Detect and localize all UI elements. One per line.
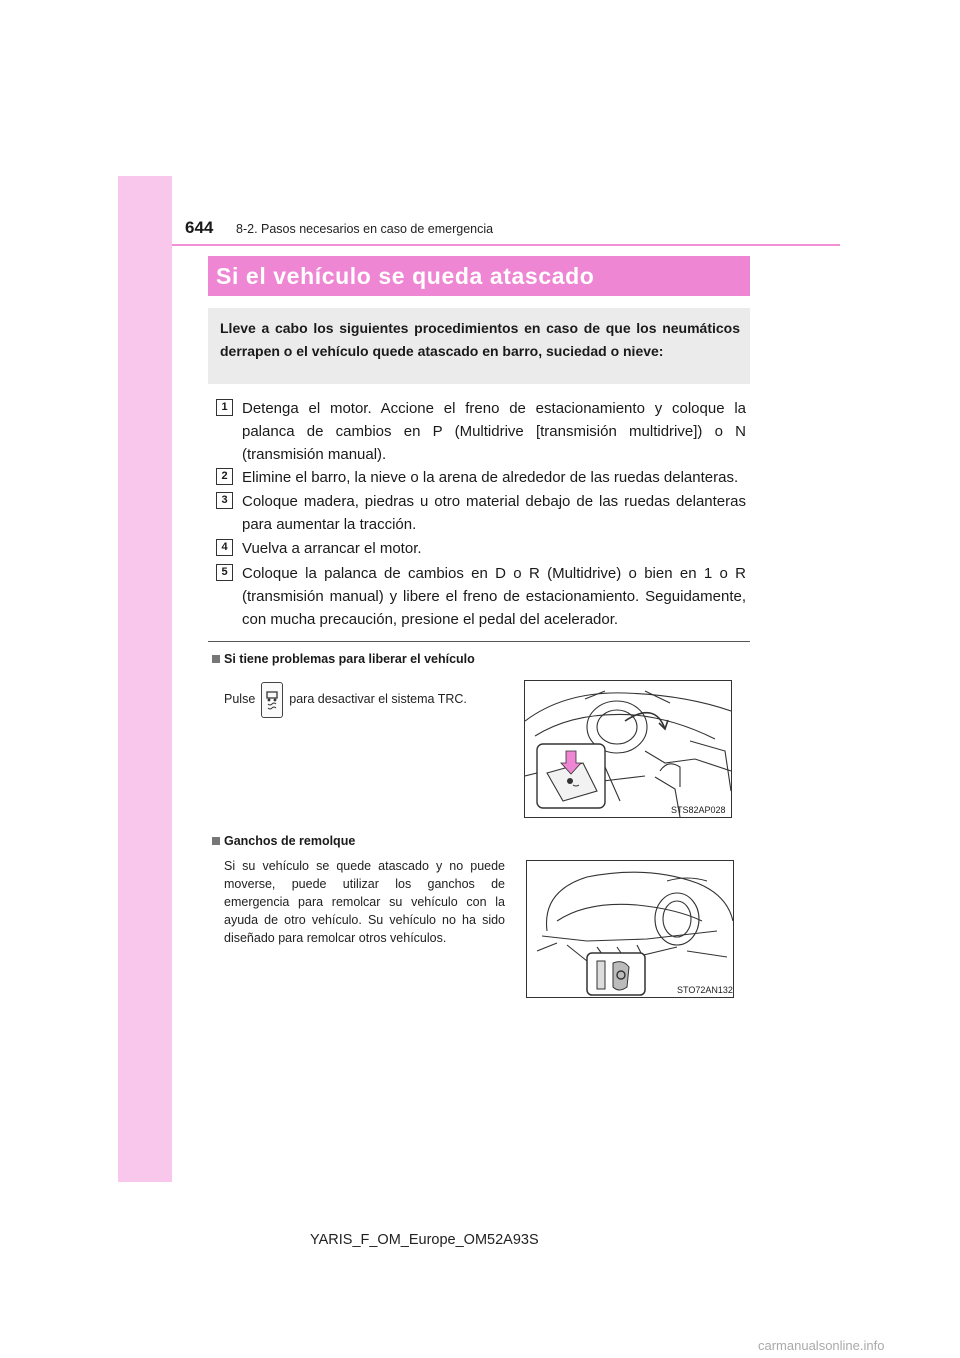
step-text: Coloque madera, piedras u otro material debajo de las ruedas delanteras para aumentar la tracción.: [242, 493, 746, 533]
trc-button-illustration: [524, 680, 732, 818]
trc-heading: [212, 652, 475, 666]
tow-heading: [212, 834, 355, 848]
step-text: Elimine el barro, la nieve o la arena de alrededor de las ruedas delanteras.: [242, 469, 739, 486]
step-1: [216, 397, 746, 466]
step-3: [216, 490, 746, 536]
section-divider: [208, 641, 750, 642]
trc-figure-code: STS82AP028: [671, 805, 726, 815]
trc-heading-text: Si tiene problemas para liberar el vehículo: [224, 652, 475, 666]
step-number: 5: [216, 564, 233, 581]
page-number: 644: [185, 218, 214, 237]
watermark: carmanualsonline.info: [758, 1338, 885, 1353]
step-number: 4: [216, 539, 233, 556]
square-bullet-icon: [212, 837, 220, 845]
step-4: [216, 537, 746, 560]
header-rule: [172, 244, 840, 246]
tow-hook-illustration: [526, 860, 734, 998]
intro-text: Lleve a cabo los siguientes procedimientos en caso de que los neumáticos derrapen o el vehículo quede atascado en barro, suciedad o nieve:: [220, 320, 740, 359]
step-2: [216, 466, 746, 489]
trc-text: [224, 680, 524, 718]
step-number: 1: [216, 399, 233, 416]
tow-heading-text: Ganchos de remolque: [224, 834, 356, 848]
footer-code: YARIS_F_OM_Europe_OM52A93S: [310, 1232, 539, 1248]
trc-text-after: para desactivar el sistema TRC.: [289, 692, 467, 706]
tow-figure-code: STO72AN132: [677, 985, 733, 995]
intro-box: [208, 308, 750, 384]
tow-text: Si su vehículo se quede atascado y no puede moverse, puede utilizar los ganchos de emergencia para remolcar su vehículo con la ayuda de otro vehículo. Su vehículo no ha sido diseñado para remolcar otros vehículos.: [224, 859, 505, 945]
step-text: Vuelva a arrancar el motor.: [242, 540, 422, 557]
step-5: [216, 562, 746, 631]
step-number: 3: [216, 492, 233, 509]
square-bullet-icon: [212, 655, 220, 663]
chapter-title: 8-2. Pasos necesarios en caso de emergencia: [236, 222, 494, 236]
trc-off-button-icon: [261, 682, 283, 718]
step-number: 2: [216, 468, 233, 485]
side-tab-strip: [118, 176, 172, 1182]
trc-text-before: Pulse: [224, 692, 256, 706]
step-text: Coloque la palanca de cambios en D o R (Multidrive) o bien en 1 o R (transmisión manual) y libere el freno de estacionamiento. Seguidamente, con mucha precaución, presione el pedal del acelerador.: [242, 565, 746, 628]
section-title: Si el vehículo se queda atascado: [208, 256, 750, 296]
step-text: Detenga el motor. Accione el freno de estacionamiento y coloque la palanca de cambios en P (Multidrive [transmisión multidrive]) o N (transmisión manual).: [242, 400, 746, 463]
